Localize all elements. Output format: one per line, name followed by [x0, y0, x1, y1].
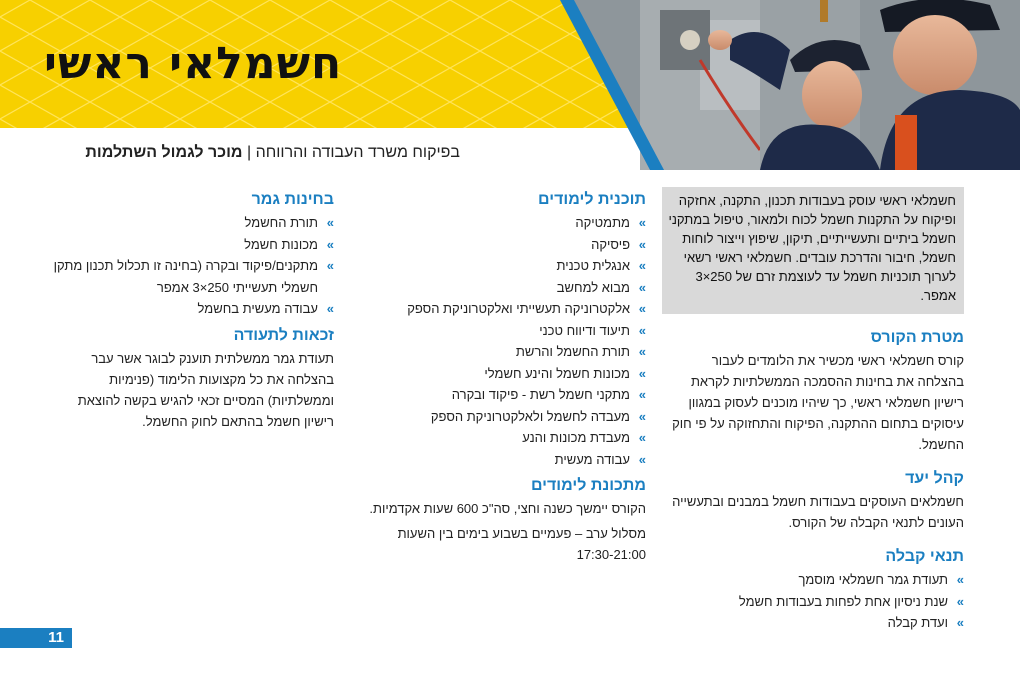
list-item: » מכונות חשמל: [48, 234, 334, 256]
list-item: » מבוא למחשב: [354, 277, 646, 299]
list-item: » פיסיקה: [354, 234, 646, 256]
list-item: » מכונות חשמל והינע חשמלי: [354, 363, 646, 385]
list-item: » אלקטרוניקה תעשייתי ואלקטרוניקת הספק: [354, 298, 646, 320]
list-item: » תעודת גמר חשמלאי מוסמך: [662, 569, 964, 591]
curriculum-list: [354, 212, 646, 470]
bullet-icon: »: [638, 279, 646, 295]
list-item: » שנת ניסיון אחת לפחות בעבודות חשמל: [662, 591, 964, 613]
course-goal-heading: מטרת הקורס: [870, 329, 964, 346]
curriculum-heading: תוכנית לימודים: [538, 191, 646, 208]
list-item: » תיעוד ודיווח טכני: [354, 320, 646, 342]
final-exams-heading: בחינות גמר: [251, 191, 334, 208]
bullet-icon: »: [638, 215, 646, 230]
study-format-line3: 17:30-21:00: [576, 547, 646, 562]
bullet-icon: »: [638, 387, 646, 402]
target-audience-text: חשמלאים העוסקים בעבודות חשמל במבנים ובתעשייה העונים לתנאי הקבלה של הקורס.: [672, 494, 964, 530]
page-number: 11: [0, 628, 72, 648]
column-right: [662, 187, 964, 634]
list-item: » עבודה מעשית בחשמל: [48, 298, 334, 320]
column-left: [48, 190, 334, 432]
list-item: » מתמטיקה: [354, 212, 646, 234]
certificate-heading: זכאות לתעודה: [233, 326, 334, 344]
bullet-icon: »: [638, 408, 646, 424]
study-format-heading: מתכונת לימודים: [530, 477, 646, 494]
bullet-icon: »: [326, 258, 334, 273]
bullet-icon: »: [638, 301, 646, 316]
bullet-icon: »: [956, 572, 964, 587]
bullet-icon: »: [638, 430, 646, 445]
list-item: » תורת החשמל והרשת: [354, 341, 646, 363]
bullet-icon: »: [956, 593, 964, 609]
bullet-icon: »: [326, 215, 334, 230]
list-item: » מעבדה לחשמל ולאלקטרוניקת הספק: [354, 406, 646, 428]
column-middle: [354, 190, 646, 565]
page-title: חשמלאי ראשי: [44, 38, 343, 89]
course-goal-text: קורס חשמלאי ראשי מכשיר את הלומדים לעבור בהצלחה את בחינות ההסמכה הממשלתיות לקראת רישיון חשמלאי ראשי, כך שיהיו מוכנים לעסוק במגוון עיסוקים בתחום ההתקנה, הפיקוח והתחזוקה על פי חוק החשמל.: [672, 353, 964, 452]
bullet-icon: »: [326, 301, 334, 316]
bullet-icon: »: [638, 451, 646, 467]
bullet-icon: »: [638, 365, 646, 381]
bullet-icon: »: [638, 236, 646, 252]
subtitle-regular: בפיקוח משרד העבודה והרווחה |: [246, 144, 460, 161]
bullet-icon: »: [326, 236, 334, 252]
bullet-icon: »: [956, 615, 964, 630]
study-format-line1: הקורס יימשך כשנה וחצי, סה"כ 600 שעות אקדמיות.: [369, 501, 646, 516]
list-item: » ועדת קבלה: [662, 612, 964, 634]
intro-box: חשמלאי ראשי עוסק בעבודות תכנון, התקנה, אחזקה ופיקוח על התקנות חשמל לכוח ולמאור, טיפול במתקני חשמל ביתיים ותעשייתיים, תיקון, שיפוץ וייצור לוחות חשמל, חיבור והדרכת עובדים. חשמלאי ראשי רשאי לערוך תוכניות חשמל עד לעוצמת זרם של 250×3 אמפר.: [662, 187, 964, 314]
list-item: » מתקנים/פיקוד ובקרה (בחינה זו תכלול תכנון מתקן חשמלי תעשייתי 250×3 אמפר: [48, 255, 334, 298]
list-item: » אנגלית טכנית: [354, 255, 646, 277]
list-item: » עבודה מעשית: [354, 449, 646, 471]
admission-heading: תנאי קבלה: [885, 548, 964, 565]
final-exams-list: [48, 212, 334, 320]
target-audience-heading: קהל יעד: [905, 470, 964, 487]
list-item: » מתקני חשמל רשת - פיקוד ובקרה: [354, 384, 646, 406]
subtitle: [40, 140, 460, 166]
list-item: » תורת החשמל: [48, 212, 334, 234]
bullet-icon: »: [638, 322, 646, 338]
admission-list: [662, 569, 964, 634]
subtitle-bold: מוכר לגמול השתלמות: [85, 144, 243, 161]
study-format-line2: מסלול ערב – פעמיים בשבוע בימים בין השעות: [397, 526, 646, 541]
certificate-text: תעודת גמר ממשלתית תוענק לבוגר אשר עבר בהצלחה את כל מקצועות הלימוד (פנימיות וממשלתיות) המסיים זכאי להגיש בקשה להוצאת רישיון חשמל בהתאם לחוק החשמל.: [77, 350, 334, 429]
bullet-icon: »: [638, 344, 646, 359]
bullet-icon: »: [638, 258, 646, 273]
list-item: » מעבדת מכונות והנע: [354, 427, 646, 449]
